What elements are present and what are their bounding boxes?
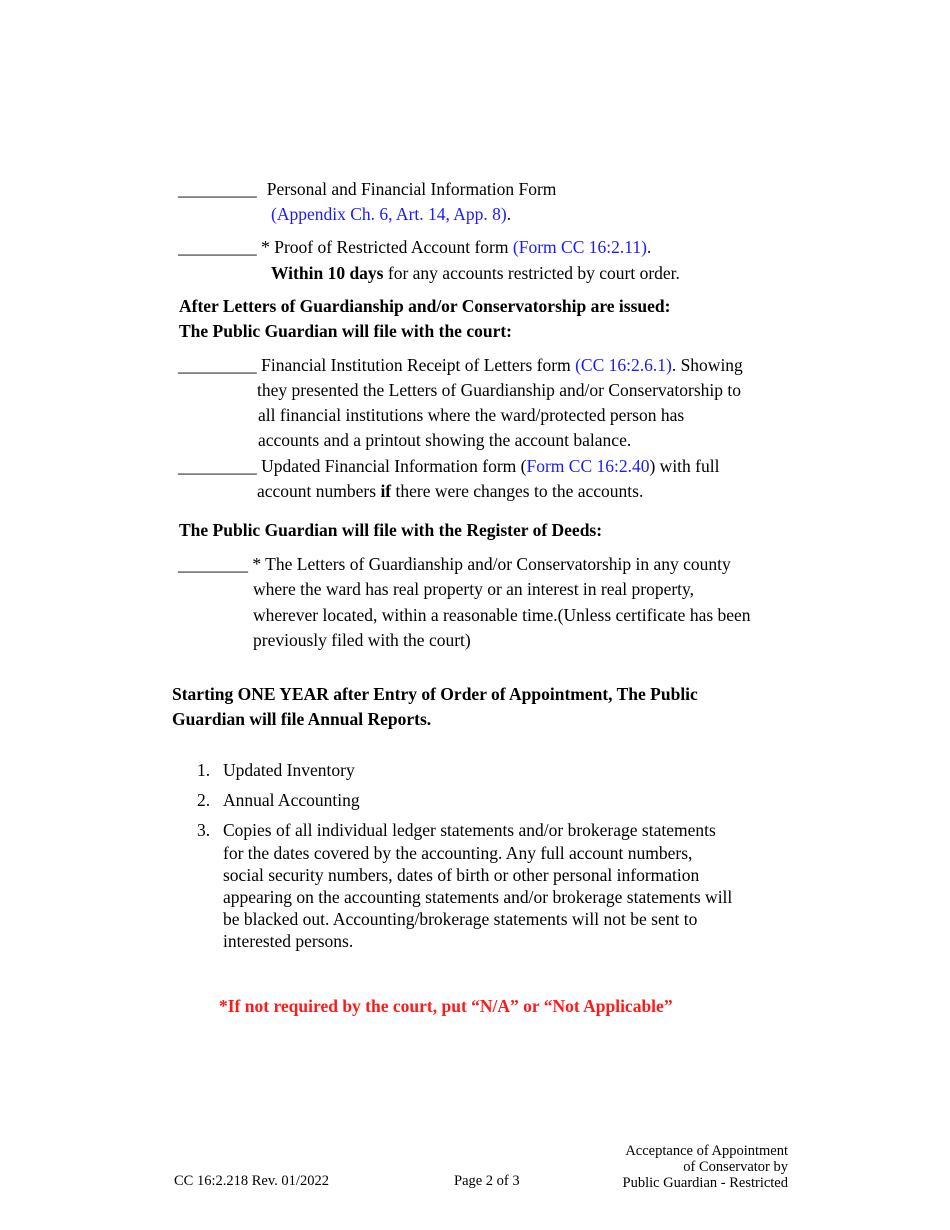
list-text-continued: be blacked out. Accounting/brokerage statements will not be sent to (223, 909, 698, 929)
section-subheading-court: The Public Guardian will file with the court: (179, 321, 512, 341)
form-item-updated-fi (178, 456, 719, 477)
blank-line[interactable]: _________ (178, 237, 257, 257)
form-label: Financial Institution Receipt of Letters form (256, 355, 576, 375)
footer-form-title (623, 1143, 789, 1191)
updated-fi-line-2 (257, 481, 643, 502)
form-label-tail: ) with full (649, 456, 720, 476)
form-cc-16-2-11-link[interactable]: (Form CC 16:2.11) (512, 237, 647, 257)
fi-receipt-line-4: accounts and a printout showing the account balance. (258, 430, 632, 450)
footer-title-line: of Conservator by (683, 1159, 788, 1175)
form-label: * The Letters of Guardianship and/or Conservatorship in any county (248, 554, 731, 574)
blank-line[interactable]: _________ (178, 355, 257, 375)
text: account numbers (257, 481, 381, 501)
list-text-continued: social security numbers, dates of birth or other personal information (223, 865, 700, 885)
emphasis: if (380, 481, 392, 501)
appendix-link[interactable]: (Appendix Ch. 6, Art. 14, App. 8) (271, 204, 507, 224)
text: there were changes to the accounts. (391, 481, 644, 501)
form-item-letters-register (178, 554, 731, 575)
deadline-emphasis: Within 10 days (271, 263, 384, 283)
blank-line[interactable]: _________ (178, 456, 257, 476)
deadline-text: for any accounts restricted by court order. (383, 263, 680, 283)
cc-16-2-6-1-link[interactable]: (CC 16:2.6.1) (575, 355, 672, 375)
form-label: Personal and Financial Information Form (266, 179, 557, 199)
list-text-continued: interested persons. (223, 931, 354, 951)
footer-form-number: CC 16:2.218 Rev. 01/2022 (174, 1173, 329, 1189)
list-number: 2. (197, 790, 211, 810)
fi-receipt-line-3: all financial institutions where the ward/protected person has (258, 405, 685, 425)
footer-page-number: Page 2 of 3 (454, 1173, 520, 1189)
punctuation: . (646, 237, 652, 257)
form-item-restricted-account (178, 237, 651, 258)
list-text: Annual Accounting (223, 790, 360, 810)
section-heading-register-of-deeds: The Public Guardian will file with the Register of Deeds: (179, 520, 603, 540)
list-number: 3. (197, 820, 211, 840)
form-cc-16-2-40-link[interactable]: Form CC 16:2.40 (526, 456, 650, 476)
letters-line-4: previously filed with the court) (253, 630, 471, 650)
blank-line[interactable]: _________ (178, 179, 257, 199)
form-label: Updated Financial Information form ( (256, 456, 527, 476)
section-heading-annual-reports-2: Guardian will file Annual Reports. (172, 709, 432, 729)
list-text: Updated Inventory (223, 760, 355, 780)
list-number: 1. (197, 760, 211, 780)
restricted-account-deadline (271, 263, 680, 284)
punctuation: . (506, 204, 512, 224)
section-heading-after-letters: After Letters of Guardianship and/or Conservatorship are issued: (179, 296, 671, 316)
list-item (197, 790, 360, 811)
letters-line-2: where the ward has real property or an interest in real property, (253, 579, 695, 599)
fi-receipt-line-2: they presented the Letters of Guardianship and/or Conservatorship to (257, 380, 742, 400)
list-text-continued: appearing on the accounting statements and/or brokerage statements will (223, 887, 733, 907)
form-label-tail: . Showing (671, 355, 743, 375)
form-item-personal-financial (178, 179, 556, 200)
footer-title-line: Public Guardian - Restricted (622, 1175, 788, 1191)
form-label: * Proof of Restricted Account form (256, 237, 513, 257)
letters-line-3: wherever located, within a reasonable time.(Unless certificate has been (253, 605, 751, 625)
form-item-personal-financial-ref (271, 204, 511, 225)
list-text: Copies of all individual ledger statements and/or brokerage statements (223, 820, 716, 840)
not-applicable-note: *If not required by the court, put “N/A” or “Not Applicable” (219, 996, 673, 1016)
section-heading-annual-reports: Starting ONE YEAR after Entry of Order of Appointment, The Public (172, 684, 698, 704)
list-text-continued: for the dates covered by the accounting. Any full account numbers, (223, 843, 693, 863)
blank-line[interactable]: ________ (178, 554, 248, 574)
list-item (197, 820, 716, 841)
list-item (197, 760, 355, 781)
form-item-fi-receipt (178, 355, 743, 376)
footer-title-line: Acceptance of Appointment (625, 1143, 788, 1159)
